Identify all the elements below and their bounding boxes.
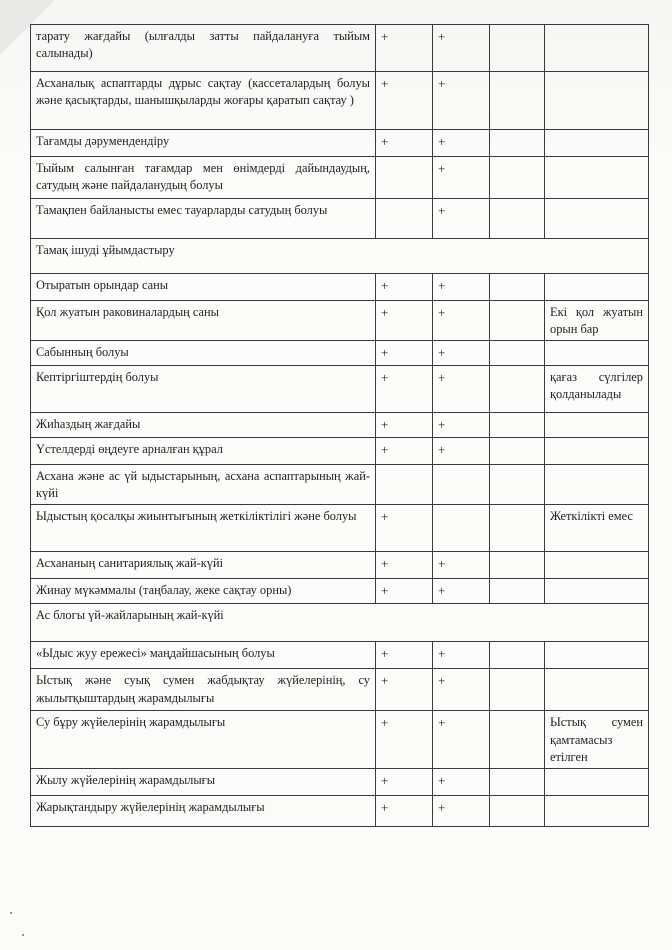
criterion-cell: Жинау мүкәммалы (таңбалау, жеке сақтау орны): [31, 579, 376, 604]
criterion-cell: Асхана және ас үй ыдыстарының, асхана аспаптарының жай-күйі: [31, 465, 376, 505]
note-cell: [545, 72, 649, 130]
table-row: [31, 796, 649, 827]
criterion-cell: Отыратын орындар саны: [31, 274, 376, 301]
note-cell: [545, 438, 649, 465]
scan-speck: [22, 934, 24, 936]
mark-cell-3: [490, 199, 545, 239]
mark-cell-1: +: [376, 796, 433, 827]
mark-cell-3: [490, 301, 545, 341]
note-cell: [545, 579, 649, 604]
mark-cell-2: +: [433, 341, 490, 366]
mark-cell-3: [490, 465, 545, 505]
mark-cell-1: +: [376, 413, 433, 438]
criterion-cell: Ыдыстың қосалқы жиынтығының жеткіліктілігі және болуы: [31, 505, 376, 552]
section-row: [31, 239, 649, 274]
criterion-cell: Тыйым салынған тағамдар мен өнімдерді дайындаудың, сатудың және пайдаланудың болуы: [31, 157, 376, 199]
mark-cell-1: +: [376, 438, 433, 465]
table-row: [31, 642, 649, 669]
mark-cell-2: +: [433, 642, 490, 669]
criterion-cell: Сабынның болуы: [31, 341, 376, 366]
criterion-cell: тарату жағдайы (ылғалды затты пайдалануға тыйым салынады): [31, 25, 376, 72]
table-row: [31, 25, 649, 72]
mark-cell-1: [376, 199, 433, 239]
note-cell: Жеткілікті емес: [545, 505, 649, 552]
mark-cell-2: +: [433, 366, 490, 413]
mark-cell-1: +: [376, 642, 433, 669]
inspection-checklist-table: [30, 24, 649, 827]
mark-cell-3: [490, 130, 545, 157]
mark-cell-3: [490, 341, 545, 366]
mark-cell-2: +: [433, 274, 490, 301]
note-cell: [545, 25, 649, 72]
table-row: [31, 505, 649, 552]
table-row: [31, 413, 649, 438]
checklist-body: [31, 25, 649, 827]
criterion-cell: Жиһаздың жағдайы: [31, 413, 376, 438]
criterion-cell: Жылу жүйелерінің жарамдылығы: [31, 769, 376, 796]
mark-cell-2: [433, 505, 490, 552]
table-row: [31, 366, 649, 413]
criterion-cell: «Ыдыс жуу ережесі» маңдайшасының болуы: [31, 642, 376, 669]
table-row: [31, 438, 649, 465]
note-cell: [545, 341, 649, 366]
mark-cell-3: [490, 505, 545, 552]
table-row: [31, 552, 649, 579]
note-cell: [545, 669, 649, 711]
table-row: [31, 711, 649, 769]
mark-cell-3: [490, 157, 545, 199]
mark-cell-2: +: [433, 579, 490, 604]
criterion-cell: Кептіргіштердің болуы: [31, 366, 376, 413]
table-row: [31, 274, 649, 301]
mark-cell-1: +: [376, 552, 433, 579]
section-row: [31, 604, 649, 642]
mark-cell-2: +: [433, 769, 490, 796]
note-cell: [545, 157, 649, 199]
criterion-cell: Жарықтандыру жүйелерінің жарамдылығы: [31, 796, 376, 827]
mark-cell-1: +: [376, 274, 433, 301]
note-cell: Екі қол жуатын орын бар: [545, 301, 649, 341]
note-cell: [545, 465, 649, 505]
note-cell: [545, 130, 649, 157]
table-row: [31, 465, 649, 505]
mark-cell-1: +: [376, 711, 433, 769]
mark-cell-2: +: [433, 711, 490, 769]
note-cell: [545, 413, 649, 438]
mark-cell-3: [490, 274, 545, 301]
mark-cell-2: +: [433, 199, 490, 239]
section-heading: Тамақ ішуді ұйымдастыру: [31, 239, 649, 274]
mark-cell-3: [490, 579, 545, 604]
mark-cell-1: +: [376, 669, 433, 711]
criterion-cell: Асханалық аспаптарды дұрыс сақтау (кассеталардың болуы және қасықтарды, шанышқыларды жоғары қаратып сақтау ): [31, 72, 376, 130]
note-cell: [545, 796, 649, 827]
table-row: [31, 769, 649, 796]
mark-cell-2: +: [433, 552, 490, 579]
mark-cell-3: [490, 769, 545, 796]
table-row: [31, 301, 649, 341]
note-cell: [545, 199, 649, 239]
mark-cell-2: +: [433, 413, 490, 438]
mark-cell-3: [490, 413, 545, 438]
mark-cell-3: [490, 669, 545, 711]
mark-cell-1: [376, 465, 433, 505]
mark-cell-2: +: [433, 438, 490, 465]
mark-cell-1: [376, 157, 433, 199]
mark-cell-1: +: [376, 341, 433, 366]
criterion-cell: Тамақпен байланысты емес тауарларды сатудың болуы: [31, 199, 376, 239]
note-cell: [545, 274, 649, 301]
criterion-cell: Асхананың санитариялық жай-күйі: [31, 552, 376, 579]
mark-cell-3: [490, 642, 545, 669]
mark-cell-3: [490, 366, 545, 413]
mark-cell-2: +: [433, 25, 490, 72]
mark-cell-3: [490, 711, 545, 769]
section-heading: Ас блогы үй-жайларының жай-күйі: [31, 604, 649, 642]
mark-cell-1: +: [376, 505, 433, 552]
mark-cell-2: +: [433, 669, 490, 711]
mark-cell-2: +: [433, 130, 490, 157]
note-cell: [545, 769, 649, 796]
mark-cell-3: [490, 72, 545, 130]
table-row: [31, 579, 649, 604]
mark-cell-1: +: [376, 130, 433, 157]
mark-cell-3: [490, 25, 545, 72]
mark-cell-2: +: [433, 157, 490, 199]
scan-speck: [10, 912, 12, 914]
mark-cell-1: +: [376, 769, 433, 796]
mark-cell-2: [433, 465, 490, 505]
table-row: [31, 199, 649, 239]
mark-cell-3: [490, 796, 545, 827]
mark-cell-3: [490, 438, 545, 465]
mark-cell-2: +: [433, 72, 490, 130]
table-row: [31, 669, 649, 711]
mark-cell-1: +: [376, 25, 433, 72]
criterion-cell: Ыстық және суық сумен жабдықтау жүйелерінің, су жылытқыштардың жарамдылығы: [31, 669, 376, 711]
criterion-cell: Тағамды дәрумендендіру: [31, 130, 376, 157]
mark-cell-2: +: [433, 796, 490, 827]
mark-cell-1: +: [376, 366, 433, 413]
note-cell: қағаз сүлгілер қолданылады: [545, 366, 649, 413]
criterion-cell: Үстелдерді өңдеуге арналған құрал: [31, 438, 376, 465]
note-cell: Ыстық сумен қамтамасыз етілген: [545, 711, 649, 769]
table-row: [31, 72, 649, 130]
mark-cell-3: [490, 552, 545, 579]
mark-cell-2: +: [433, 301, 490, 341]
note-cell: [545, 642, 649, 669]
table-row: [31, 130, 649, 157]
criterion-cell: Қол жуатын раковиналардың саны: [31, 301, 376, 341]
mark-cell-1: +: [376, 579, 433, 604]
note-cell: [545, 552, 649, 579]
mark-cell-1: +: [376, 72, 433, 130]
table-row: [31, 157, 649, 199]
table-row: [31, 341, 649, 366]
criterion-cell: Су бұру жүйелерінің жарамдылығы: [31, 711, 376, 769]
mark-cell-1: +: [376, 301, 433, 341]
